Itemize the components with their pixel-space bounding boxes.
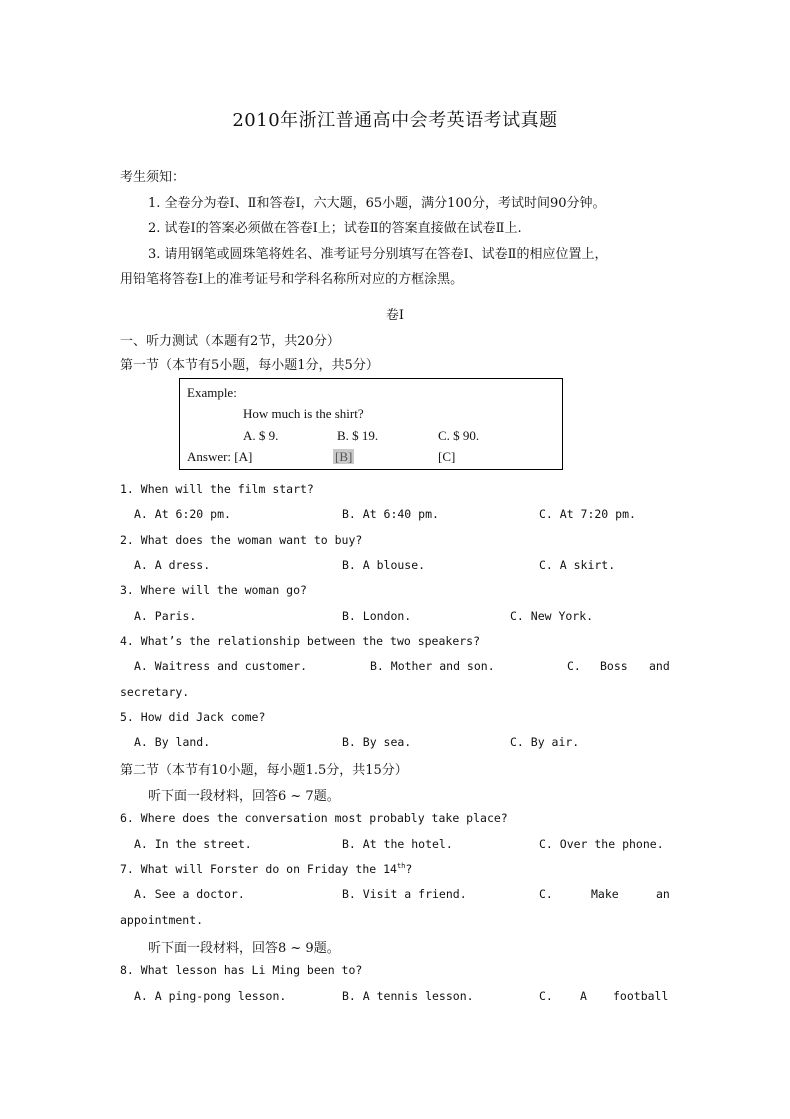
q2-option-b: B. A blouse.	[342, 558, 426, 572]
q8-option-c-word1: A	[580, 989, 587, 1003]
q6-option-a: A. In the street.	[134, 837, 252, 851]
q5-option-b: B. By sea.	[342, 735, 412, 749]
q7-option-c-letter: C.	[539, 887, 553, 901]
example-box	[179, 378, 563, 470]
q5-option-a: A. By land.	[134, 735, 211, 749]
volume-label: 卷Ⅰ	[385, 308, 405, 323]
q1-option-b: B. At 6:40 pm.	[342, 507, 439, 521]
q4-option-a: A. Waitress and customer.	[134, 659, 308, 673]
notice-item-1: 1. 全卷分为卷Ⅰ、Ⅱ和答卷Ⅰ，六大题，65小题，满分100分，考试时间90分钟。	[148, 196, 606, 211]
listen-instruction-6-7: 听下面一段材料，回答6 ~ 7题。	[148, 789, 340, 804]
q2-option-c: C. A skirt.	[539, 558, 616, 572]
q7-option-c-cont: appointment.	[120, 913, 204, 927]
answer-b-highlight: [B]	[335, 449, 353, 464]
q8-option-c-letter: C.	[539, 989, 553, 1003]
question-7-end: ?	[405, 862, 413, 876]
q3-option-a: A. Paris.	[134, 609, 197, 623]
q4-option-c-cont: secretary.	[120, 685, 190, 699]
question-3: 3. Where will the woman go?	[120, 583, 307, 597]
page-title: 2010年浙江普通高中会考英语考试真题	[232, 110, 558, 131]
q4-option-c-word2: and	[649, 659, 670, 673]
q7-option-c-word2: an	[656, 887, 670, 901]
notice-heading: 考生须知：	[120, 170, 186, 185]
example-option-a: A. $ 9.	[243, 428, 279, 443]
q8-option-a: A. A ping-pong lesson.	[134, 989, 287, 1003]
q5-option-c: C. By air.	[510, 735, 580, 749]
example-question: How much is the shirt?	[243, 406, 364, 421]
example-option-c: C. $ 90.	[438, 428, 480, 443]
section2-heading: 第二节（本节有10小题，每小题1.5分，共15分）	[120, 763, 408, 778]
listen-instruction-8-9: 听下面一段材料，回答8 ~ 9题。	[148, 941, 340, 956]
q7-option-b: B. Visit a friend.	[342, 887, 467, 901]
question-7-text: 7. What will Forster do on Friday the 14	[120, 862, 397, 876]
q8-option-c-word2: football	[613, 989, 669, 1003]
q6-option-b: B. At the hotel.	[342, 837, 453, 851]
question-6: 6. Where does the conversation most probably take place?	[120, 811, 508, 825]
q1-option-c: C. At 7:20 pm.	[539, 507, 636, 521]
notice-item-3-cont: 用铅笔将答卷Ⅰ上的准考证号和学科名称所对应的方框涂黑。	[120, 272, 464, 287]
question-7	[120, 862, 412, 876]
question-8: 8. What lesson has Li Ming been to?	[120, 963, 363, 977]
example-answer-c: [C]	[438, 449, 456, 464]
example-option-b: B. $ 19.	[337, 428, 379, 443]
q7-option-c-word1: Make	[591, 887, 619, 901]
notice-item-2: 2. 试卷Ⅰ的答案必须做在答卷Ⅰ上；试卷Ⅱ的答案直接做在试卷Ⅱ上.	[148, 221, 522, 236]
q7-option-a: A. See a doctor.	[134, 887, 245, 901]
example-label: Example:	[187, 385, 237, 400]
q4-option-c-letter: C.	[567, 659, 581, 673]
example-answer-a: Answer: [A]	[187, 449, 253, 464]
question-2: 2. What does the woman want to buy?	[120, 533, 363, 547]
q4-option-c-word1: Boss	[600, 659, 628, 673]
example-answer-b	[333, 449, 354, 465]
q4-option-b: B. Mother and son.	[370, 659, 495, 673]
notice-item-3: 3. 请用钢笔或圆珠笔将姓名、准考证号分别填写在答卷Ⅰ、试卷Ⅱ的相应位置上，	[148, 247, 608, 262]
q8-option-b: B. A tennis lesson.	[342, 989, 474, 1003]
part1-heading: 一、听力测试（本题有2节，共20分）	[120, 334, 340, 349]
q6-option-c: C. Over the phone.	[539, 837, 664, 851]
q1-option-a: A. At 6:20 pm.	[134, 507, 231, 521]
question-1: 1. When will the film start?	[120, 482, 314, 496]
q3-option-b: B. London.	[342, 609, 412, 623]
question-7-sup: th	[396, 862, 406, 871]
question-4: 4. What’s the relationship between the two speakers?	[120, 634, 481, 648]
q2-option-a: A. A dress.	[134, 558, 211, 572]
q3-option-c: C. New York.	[510, 609, 594, 623]
question-5: 5. How did Jack come?	[120, 710, 266, 724]
section1-heading: 第一节（本节有5小题，每小题1分，共5分）	[120, 358, 379, 373]
